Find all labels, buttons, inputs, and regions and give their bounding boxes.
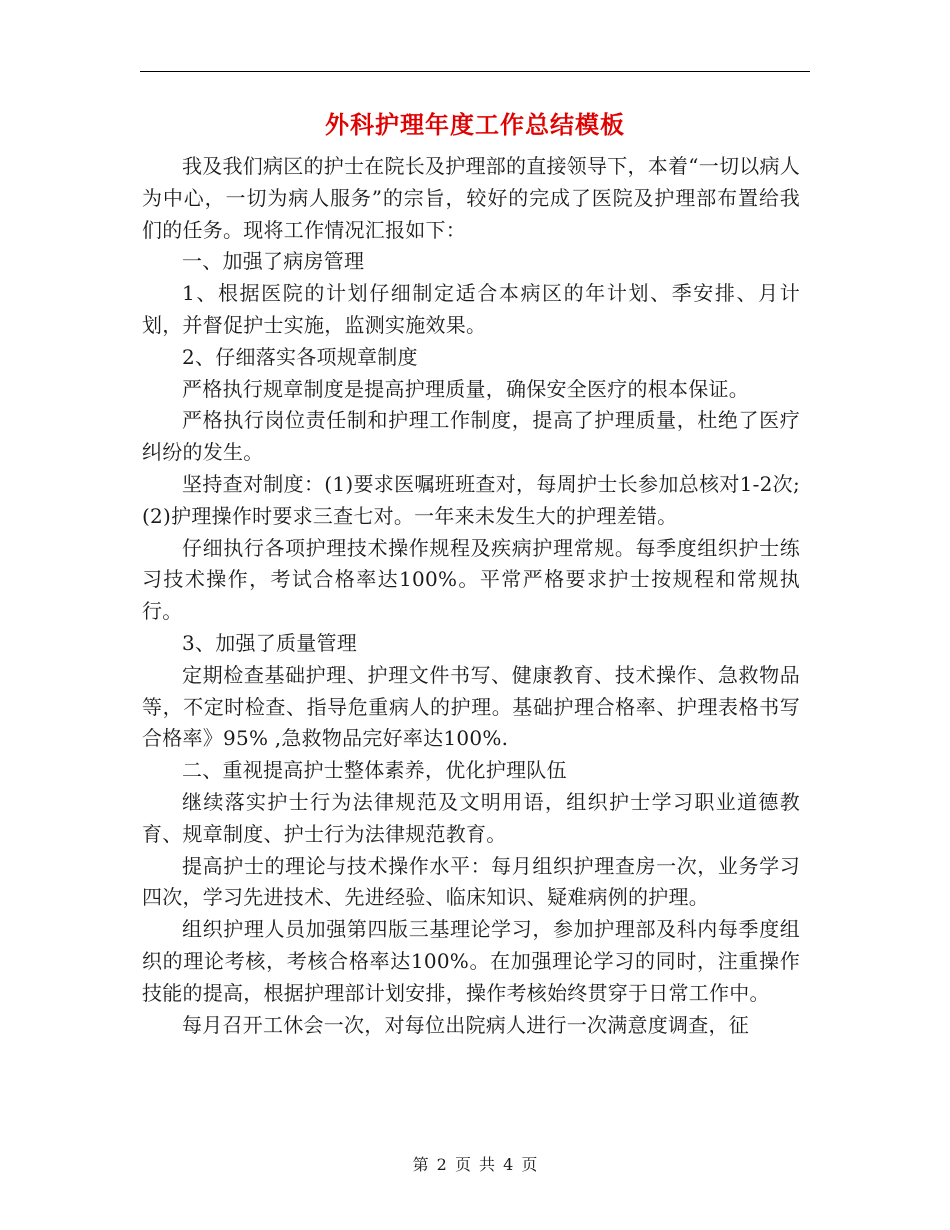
paragraph-responsibility: 严格执行岗位责任制和护理工作制度，提高了护理质量，杜绝了医疗纠纷的发生。: [142, 408, 800, 465]
subheading-regulations: 2、仔细落实各项规章制度: [182, 344, 418, 369]
page-footer: 第 2 页 共 4 页: [412, 1155, 538, 1174]
paragraph-inspection: 定期检查基础护理、护理文件书写、健康教育、技术操作、急救物品等，不定时检查、指导危重病人的护理。基础护理合格率、护理表格书写合格率》95% ,急救物品完好率达100%.: [142, 662, 800, 751]
paragraph-training: 组织护理人员加强第四版三基理论学习，参加护理部及科内每季度组织的理论考核，考核合格率达100%。在加强理论学习的同时，注重操作技能的提高，根据护理部计划安排，操作考核始终贯穿于日常工作中。: [142, 917, 800, 1005]
section-heading-nurse-quality: 二、重视提高护士整体素养，优化护理队伍: [182, 758, 567, 783]
subheading-quality: 3、加强了质量管理: [182, 630, 357, 655]
paragraph-ethics: 继续落实护士行为法律规范及文明用语，组织护士学习职业道德教育、规章制度、护士行为法律规范教育。: [142, 789, 800, 846]
paragraph-theory: 提高护士的理论与技术操作水平：每月组织护理查房一次，业务学习四次，学习先进技术、先进经验、临床知识、疑难病例的护理。: [142, 853, 800, 910]
paragraph-plan: 1、根据医院的计划仔细制定适合本病区的年计划、季安排、月计划，并督促护士实施，监测实施效果。: [142, 281, 800, 337]
paragraph-intro: 我及我们病区的护士在院长及护理部的直接领导下，本着“一切以病人为中心，一切为病人服务”的宗旨，较好的完成了医院及护理部布置给我们的任务。现将工作情况汇报如下：: [142, 154, 800, 242]
header-rule: [140, 71, 810, 72]
paragraph-technique: 仔细执行各项护理技术操作规程及疾病护理常规。每季度组织护士练习技术操作，考试合格率达100%。平常严格要求护士按规程和常规执行。: [142, 535, 800, 624]
paragraph-meeting: 每月召开工休会一次，对每位出院病人进行一次满意度调查，征: [182, 1012, 749, 1037]
paragraph-regulations: 严格执行规章制度是提高护理质量，确保安全医疗的根本保证。: [182, 376, 749, 401]
document-title: 外科护理年度工作总结模板: [325, 111, 625, 139]
document-body: [142, 151, 800, 1041]
paragraph-checking: 坚持查对制度：(1)要求医嘱班班查对，每周护士长参加总核对1-2次;(2)护理操作时要求三查七对。一年来未发生大的护理差错。: [142, 471, 800, 528]
section-heading-ward-management: 一、加强了病房管理: [182, 249, 365, 274]
